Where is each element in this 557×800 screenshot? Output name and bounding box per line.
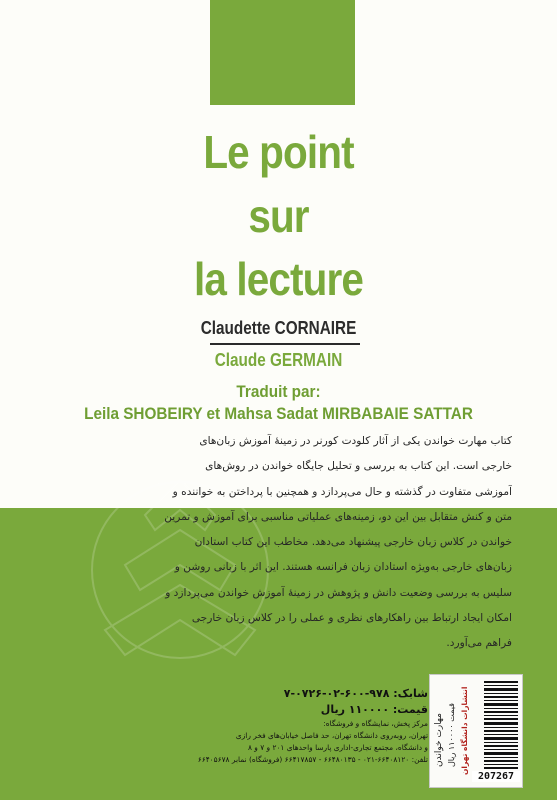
author-divider <box>210 343 360 345</box>
book-title-line-1: Le point <box>203 126 354 178</box>
description-line: خواندن در کلاس زبان خارجی پیشنهاد می‌دهد. مخاطب این کتاب استادان <box>194 536 512 549</box>
book-title-line-3: la lecture <box>194 253 363 305</box>
isbn: شابک: ۹۷۸-۶۰۰-۰۲-۰۷۲۶-۷ <box>283 687 428 700</box>
publisher-info <box>116 686 428 766</box>
description-line: فراهم می‌آورد. <box>446 637 512 650</box>
publisher-address-line: مرکز پخش، نمایشگاه و فروشگاه: <box>323 719 428 728</box>
author-name-1: Claudette CORNAIRE <box>200 318 357 338</box>
description-line: متن و کنش متقابل بین این دو، زمینه‌های عملیاتی مناسبی برای آموزش و تمرین <box>164 510 512 523</box>
description-line: سلیس به بررسی وضعیت دانش و پژوهش در زمینهٔ آموزش خواندن می‌پردازد و <box>165 586 512 599</box>
cover-green-block-top <box>210 0 355 105</box>
barcode-icon <box>484 681 518 769</box>
book-description <box>108 429 512 657</box>
book-title-line-2: sur <box>248 190 309 242</box>
price-sticker <box>429 674 523 788</box>
price: قیمت: ۱۱۰۰۰۰ ریال <box>320 703 428 716</box>
translated-by-label: Traduit par: <box>236 382 321 401</box>
description-line: زبان‌های خارجی به‌ویژه استادان زبان فرانسه هستند. این اثر با زبانی روشن و <box>174 561 512 574</box>
description-line: امکان ایجاد ارتباط بین راهکارهای نظری و عملی را در کلاس زبان خارجی <box>191 612 512 625</box>
description-line: خارجی است. این کتاب به بررسی و تحلیل جایگاه خواندن در روش‌های <box>205 460 512 473</box>
description-line: کتاب مهارت خواندن یکی از آثار کلودت کورنر در زمینهٔ آموزش زبان‌های <box>199 435 512 447</box>
sticker-title: مهارت خواندن <box>434 713 444 767</box>
publisher-address-line: تهران، روبه‌روی دانشگاه تهران، حد فاصل خیابان‌های فخر رازی <box>235 731 428 740</box>
author-name-2: Claude GERMAIN <box>214 350 343 370</box>
description-line: آموزشی متفاوت در گذشته و حال می‌پردازد و همچنین با پرداختن به خواننده و <box>172 485 512 498</box>
sticker-publisher: انتشارات دانشگاه تهران <box>460 686 469 775</box>
publisher-phone-line: تلفن: ۶۶۴۰۸۱۲۰-۰۲۱ - ۶۶۴۸۰۱۳۵ - ۶۶۴۱۷۸۵۷ (فروشگاه) نمابر ۶۶۴۰۵۶۷۸ <box>197 755 428 764</box>
sticker-code: 207267 <box>472 771 520 782</box>
translator-names: Leila SHOBEIRY et Mahsa Sadat MIRBABAIE SATTAR <box>84 404 473 423</box>
sticker-price: قیمت ۱۱۰۰۰۰ ریال <box>447 703 456 767</box>
publisher-address-line: و دانشگاه، مجتمع تجاری-اداری پارسا واحدهای ۲۰۱ و ۷ و ۸ <box>247 743 428 752</box>
